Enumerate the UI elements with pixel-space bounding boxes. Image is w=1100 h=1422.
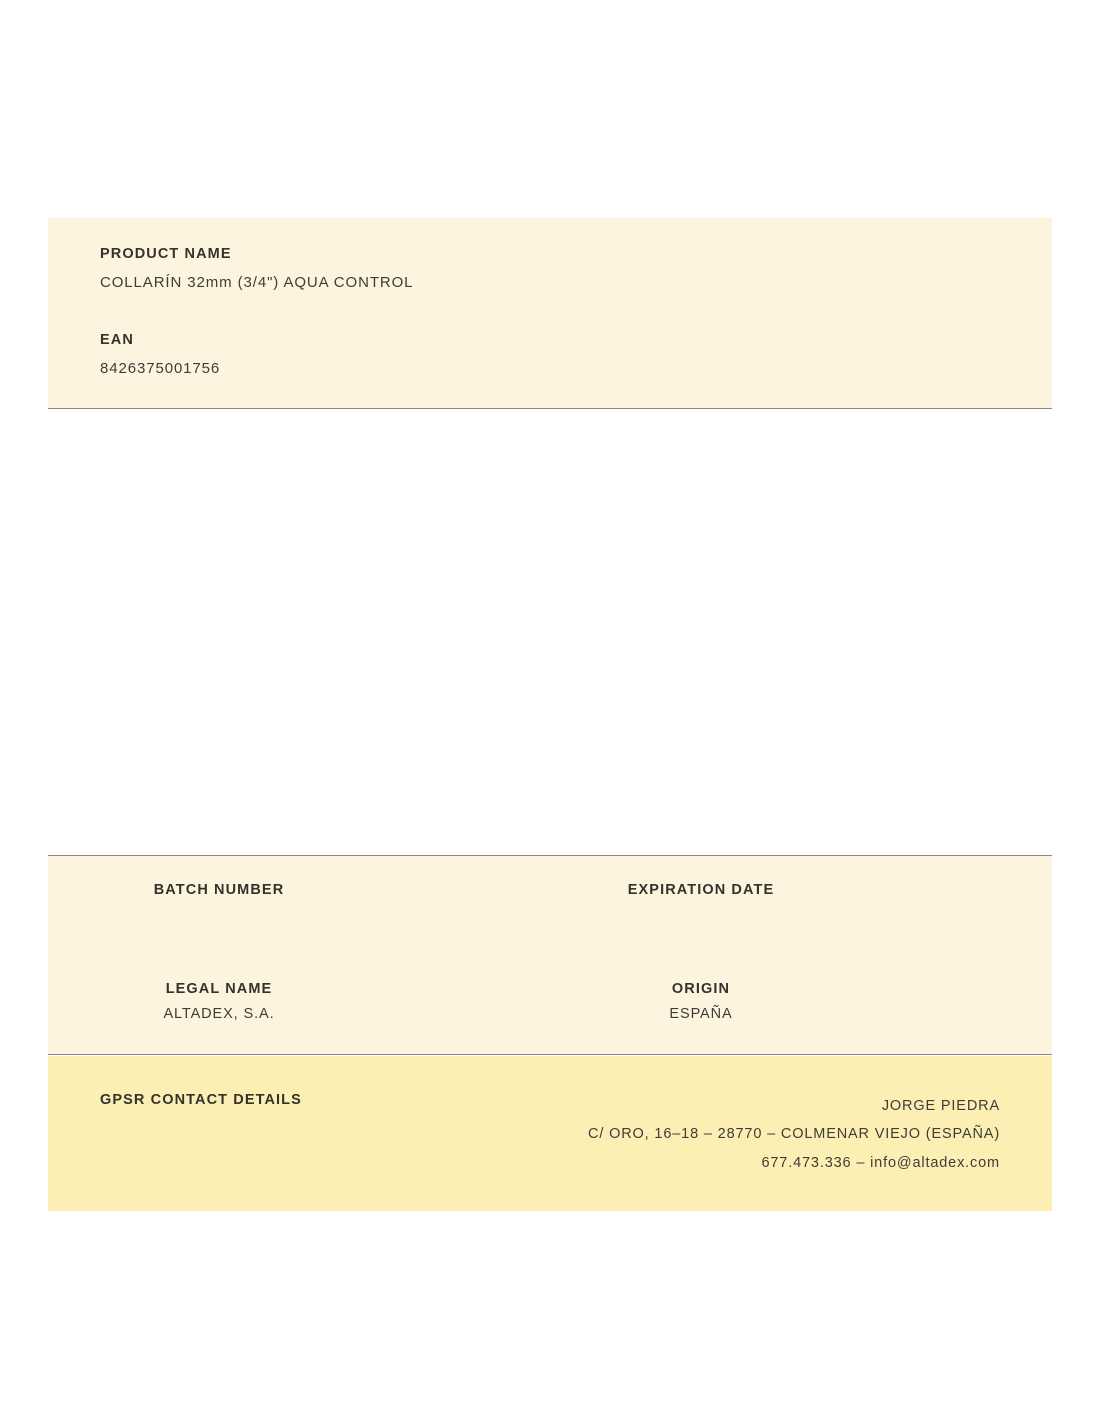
product-name-value: COLLARÍN 32mm (3/4") AQUA CONTROL: [100, 274, 414, 292]
batch-number-field: [48, 882, 550, 925]
expiration-date-field: [550, 882, 1052, 925]
ean-value: 8426375001756: [100, 360, 221, 378]
ean-field: [48, 330, 1052, 380]
gpsr-contact-title: GPSR CONTACT DETAILS: [100, 1092, 302, 1108]
gpsr-contact-address: C/ ORO, 16–18 – 28770 – COLMENAR VIEJO (ESPAÑA): [588, 1126, 1000, 1143]
product-details-panel: [48, 855, 1052, 1055]
origin-field: [550, 981, 1052, 1024]
legal-origin-row: [48, 981, 1052, 1024]
gpsr-contact-lines: [588, 1092, 1000, 1177]
legal-name-field: [48, 981, 550, 1024]
gpsr-contact-panel: [48, 1056, 1052, 1211]
ean-label: EAN: [100, 332, 134, 349]
origin-label: ORIGIN: [671, 981, 731, 997]
expiration-date-value: [550, 907, 852, 925]
batch-number-value: [48, 907, 390, 925]
gpsr-contact-phone-email: 677.473.336 – info@altadex.com: [761, 1154, 1000, 1171]
batch-number-label: BATCH NUMBER: [153, 882, 285, 898]
product-info-panel: [48, 218, 1052, 409]
origin-value: ESPAÑA: [669, 1006, 733, 1022]
product-name-label: PRODUCT NAME: [100, 246, 232, 262]
product-name-field: [48, 244, 1052, 294]
legal-name-label: LEGAL NAME: [165, 981, 273, 997]
expiration-date-label: EXPIRATION DATE: [627, 882, 775, 898]
batch-expiration-row: [48, 882, 1052, 925]
gpsr-contact-name: JORGE PIEDRA: [881, 1098, 1000, 1114]
legal-name-value: ALTADEX, S.A.: [163, 1006, 275, 1022]
